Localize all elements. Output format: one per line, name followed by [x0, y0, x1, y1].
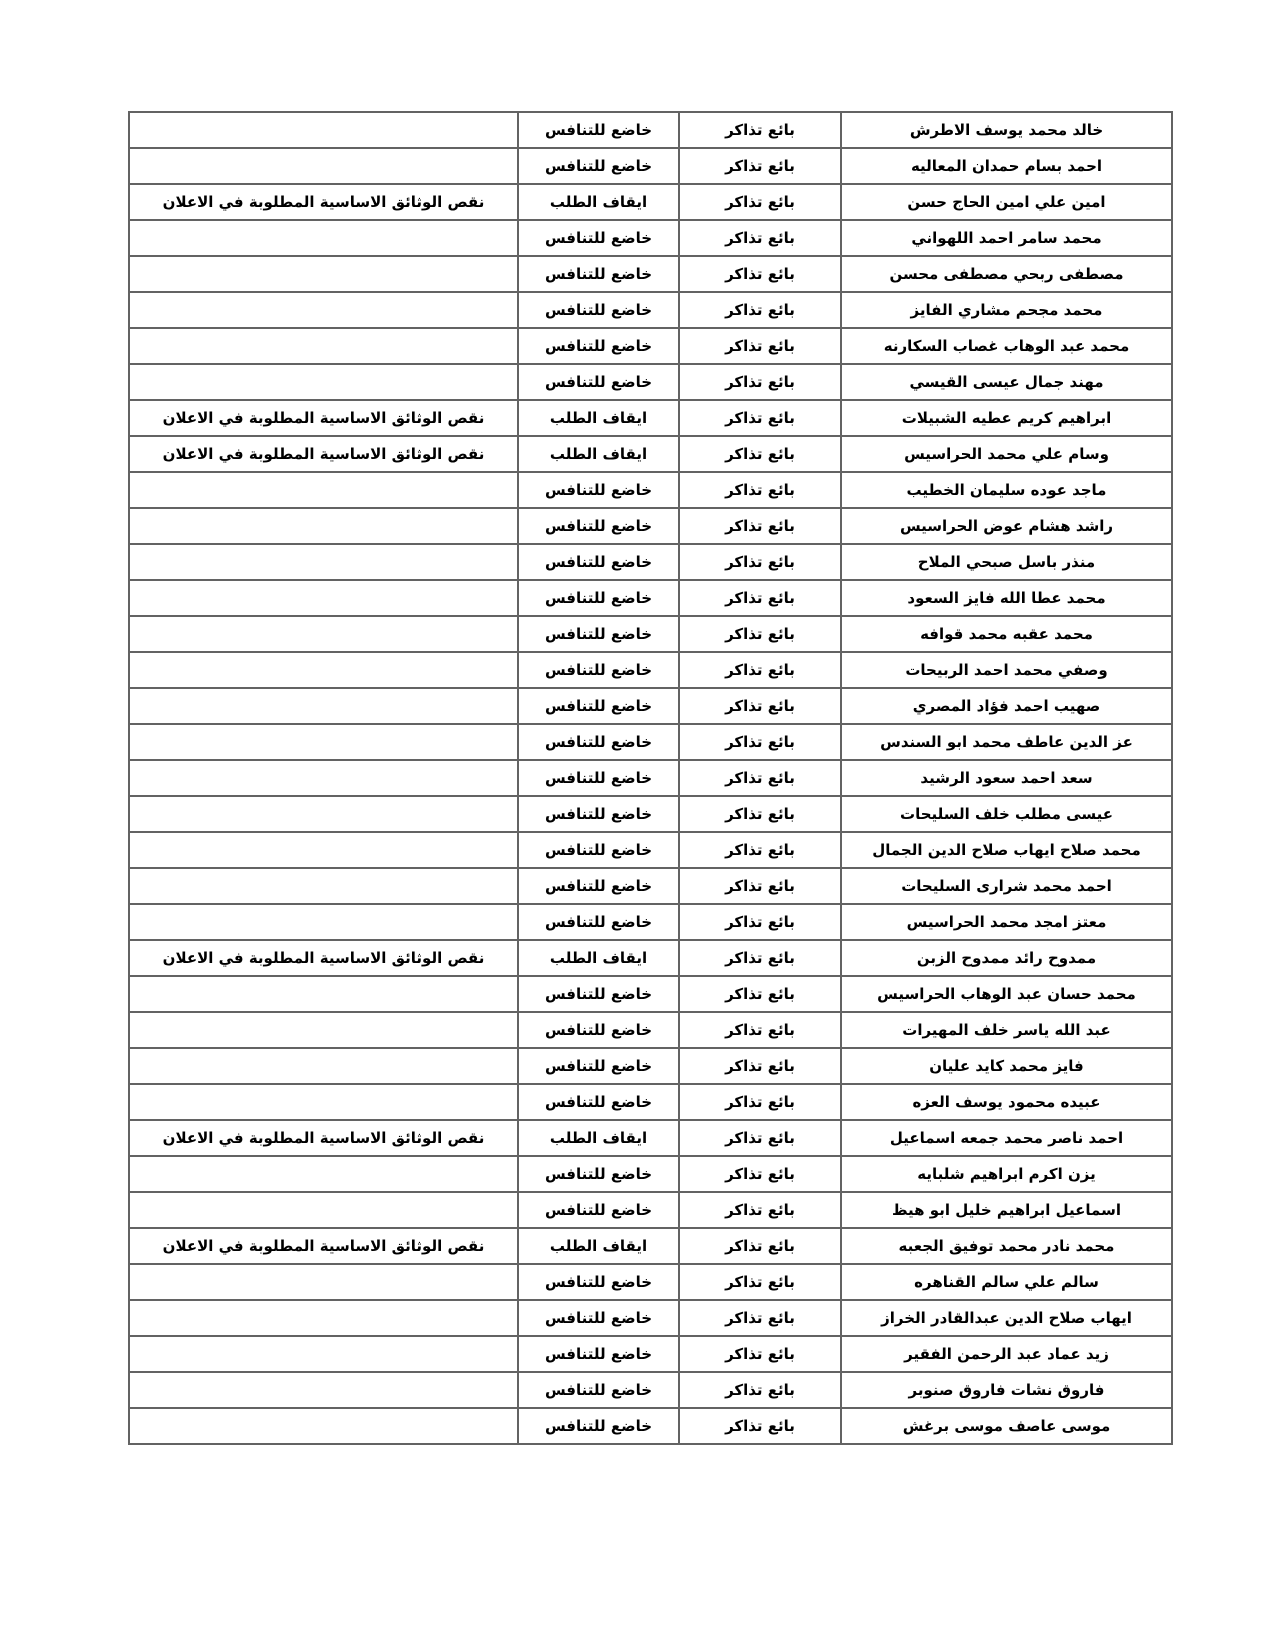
job-title-cell: بائع تذاكر: [679, 544, 841, 580]
status-cell: خاضع للتنافس: [518, 1048, 679, 1084]
status-cell: خاضع للتنافس: [518, 544, 679, 580]
job-title-cell: بائع تذاكر: [679, 1084, 841, 1120]
applicant-name-cell: صهيب احمد فؤاد المصري: [841, 688, 1172, 724]
note-cell: [129, 724, 518, 760]
status-cell: خاضع للتنافس: [518, 868, 679, 904]
note-cell: [129, 652, 518, 688]
job-title-cell: بائع تذاكر: [679, 400, 841, 436]
job-title-cell: بائع تذاكر: [679, 796, 841, 832]
note-cell: [129, 1048, 518, 1084]
status-cell: خاضع للتنافس: [518, 796, 679, 832]
note-cell: [129, 1192, 518, 1228]
job-title-cell: بائع تذاكر: [679, 760, 841, 796]
note-cell: [129, 904, 518, 940]
applicant-name-cell: يزن اكرم ابراهيم شلبايه: [841, 1156, 1172, 1192]
status-cell: خاضع للتنافس: [518, 760, 679, 796]
status-cell: خاضع للتنافس: [518, 1264, 679, 1300]
table-row: [129, 868, 1172, 904]
note-cell: [129, 616, 518, 652]
applicant-name-cell: محمد مجحم مشاري الفايز: [841, 292, 1172, 328]
job-title-cell: بائع تذاكر: [679, 976, 841, 1012]
applicant-name-cell: موسى عاصف موسى برغش: [841, 1408, 1172, 1444]
applicant-name-cell: محمد نادر محمد توفيق الجعبه: [841, 1228, 1172, 1264]
applicant-name-cell: محمد حسان عبد الوهاب الحراسيس: [841, 976, 1172, 1012]
applicant-name-cell: سعد احمد سعود الرشيد: [841, 760, 1172, 796]
note-cell: [129, 328, 518, 364]
table-row: [129, 760, 1172, 796]
note-cell: نقص الوثائق الاساسية المطلوبة في الاعلان: [129, 184, 518, 220]
table-row: [129, 1264, 1172, 1300]
table-row: [129, 1084, 1172, 1120]
note-cell: [129, 868, 518, 904]
status-cell: خاضع للتنافس: [518, 1336, 679, 1372]
note-cell: [129, 1156, 518, 1192]
applicant-name-cell: خالد محمد يوسف الاطرش: [841, 112, 1172, 148]
job-title-cell: بائع تذاكر: [679, 292, 841, 328]
job-title-cell: بائع تذاكر: [679, 1228, 841, 1264]
table-row: [129, 292, 1172, 328]
status-cell: خاضع للتنافس: [518, 1372, 679, 1408]
applicant-name-cell: سالم علي سالم القناهره: [841, 1264, 1172, 1300]
note-cell: [129, 1372, 518, 1408]
table-row: [129, 1372, 1172, 1408]
table-row: [129, 472, 1172, 508]
note-cell: نقص الوثائق الاساسية المطلوبة في الاعلان: [129, 1120, 518, 1156]
job-title-cell: بائع تذاكر: [679, 184, 841, 220]
job-title-cell: بائع تذاكر: [679, 1120, 841, 1156]
applicant-name-cell: ممدوح رائد ممدوح الزبن: [841, 940, 1172, 976]
applicant-name-cell: فاروق نشات فاروق صنوبر: [841, 1372, 1172, 1408]
table-row: [129, 1192, 1172, 1228]
note-cell: [129, 1408, 518, 1444]
note-cell: [129, 508, 518, 544]
status-cell: خاضع للتنافس: [518, 1084, 679, 1120]
table-row: [129, 1120, 1172, 1156]
table-row: [129, 688, 1172, 724]
note-cell: [129, 760, 518, 796]
status-cell: خاضع للتنافس: [518, 904, 679, 940]
status-cell: خاضع للتنافس: [518, 1192, 679, 1228]
note-cell: نقص الوثائق الاساسية المطلوبة في الاعلان: [129, 1228, 518, 1264]
status-cell: خاضع للتنافس: [518, 364, 679, 400]
status-cell: خاضع للتنافس: [518, 220, 679, 256]
applicant-name-cell: امين علي امين الحاج حسن: [841, 184, 1172, 220]
status-cell: خاضع للتنافس: [518, 1012, 679, 1048]
note-cell: [129, 796, 518, 832]
table-row: [129, 976, 1172, 1012]
applicant-name-cell: منذر باسل صبحي الملاح: [841, 544, 1172, 580]
applicant-name-cell: عبيده محمود يوسف العزه: [841, 1084, 1172, 1120]
job-title-cell: بائع تذاكر: [679, 832, 841, 868]
note-cell: [129, 1084, 518, 1120]
table-row: [129, 112, 1172, 148]
table-row: [129, 940, 1172, 976]
applicant-name-cell: مصطفى ربحي مصطفى محسن: [841, 256, 1172, 292]
note-cell: [129, 976, 518, 1012]
applicant-name-cell: عبد الله ياسر خلف المهيرات: [841, 1012, 1172, 1048]
note-cell: نقص الوثائق الاساسية المطلوبة في الاعلان: [129, 940, 518, 976]
status-cell: خاضع للتنافس: [518, 148, 679, 184]
table-row: [129, 148, 1172, 184]
note-cell: [129, 1012, 518, 1048]
table-row: [129, 724, 1172, 760]
status-cell: خاضع للتنافس: [518, 652, 679, 688]
note-cell: نقص الوثائق الاساسية المطلوبة في الاعلان: [129, 436, 518, 472]
job-title-cell: بائع تذاكر: [679, 112, 841, 148]
job-title-cell: بائع تذاكر: [679, 1048, 841, 1084]
job-title-cell: بائع تذاكر: [679, 364, 841, 400]
job-title-cell: بائع تذاكر: [679, 940, 841, 976]
job-title-cell: بائع تذاكر: [679, 1012, 841, 1048]
applicant-name-cell: عيسى مطلب خلف السليحات: [841, 796, 1172, 832]
table-row: [129, 256, 1172, 292]
status-cell: خاضع للتنافس: [518, 724, 679, 760]
status-cell: خاضع للتنافس: [518, 1408, 679, 1444]
status-cell: خاضع للتنافس: [518, 580, 679, 616]
status-cell: خاضع للتنافس: [518, 508, 679, 544]
applicant-name-cell: محمد عطا الله فايز السعود: [841, 580, 1172, 616]
table-row: [129, 616, 1172, 652]
table-row: [129, 1300, 1172, 1336]
note-cell: [129, 832, 518, 868]
job-title-cell: بائع تذاكر: [679, 328, 841, 364]
table-row: [129, 436, 1172, 472]
status-cell: خاضع للتنافس: [518, 292, 679, 328]
job-title-cell: بائع تذاكر: [679, 1408, 841, 1444]
table-row: [129, 220, 1172, 256]
job-title-cell: بائع تذاكر: [679, 256, 841, 292]
applicant-name-cell: اسماعيل ابراهيم خليل ابو هيظ: [841, 1192, 1172, 1228]
status-cell: خاضع للتنافس: [518, 1300, 679, 1336]
job-title-cell: بائع تذاكر: [679, 472, 841, 508]
table-row: [129, 652, 1172, 688]
note-cell: [129, 364, 518, 400]
status-cell: خاضع للتنافس: [518, 616, 679, 652]
table-row: [129, 832, 1172, 868]
applicant-name-cell: محمد عبد الوهاب غصاب السكارنه: [841, 328, 1172, 364]
note-cell: [129, 220, 518, 256]
applicant-name-cell: وصفي محمد احمد الربيحات: [841, 652, 1172, 688]
job-title-cell: بائع تذاكر: [679, 508, 841, 544]
job-title-cell: بائع تذاكر: [679, 220, 841, 256]
job-title-cell: بائع تذاكر: [679, 1156, 841, 1192]
job-title-cell: بائع تذاكر: [679, 1192, 841, 1228]
note-cell: [129, 688, 518, 724]
job-title-cell: بائع تذاكر: [679, 1300, 841, 1336]
note-cell: [129, 148, 518, 184]
job-title-cell: بائع تذاكر: [679, 904, 841, 940]
table-row: [129, 580, 1172, 616]
applicant-name-cell: احمد ناصر محمد جمعه اسماعيل: [841, 1120, 1172, 1156]
applicants-table: [128, 111, 1173, 1445]
table-row: [129, 544, 1172, 580]
job-title-cell: بائع تذاكر: [679, 724, 841, 760]
status-cell: خاضع للتنافس: [518, 256, 679, 292]
note-cell: [129, 112, 518, 148]
table-row: [129, 328, 1172, 364]
job-title-cell: بائع تذاكر: [679, 1336, 841, 1372]
table-row: [129, 508, 1172, 544]
applicant-name-cell: فايز محمد كايد عليان: [841, 1048, 1172, 1084]
table-row: [129, 1012, 1172, 1048]
applicant-name-cell: وسام علي محمد الحراسيس: [841, 436, 1172, 472]
table-row: [129, 364, 1172, 400]
note-cell: [129, 472, 518, 508]
table-row: [129, 1156, 1172, 1192]
status-cell: ايقاف الطلب: [518, 1120, 679, 1156]
status-cell: خاضع للتنافس: [518, 832, 679, 868]
job-title-cell: بائع تذاكر: [679, 580, 841, 616]
status-cell: خاضع للتنافس: [518, 1156, 679, 1192]
job-title-cell: بائع تذاكر: [679, 868, 841, 904]
applicant-name-cell: محمد صلاح ايهاب صلاح الدين الجمال: [841, 832, 1172, 868]
note-cell: [129, 1336, 518, 1372]
applicant-name-cell: راشد هشام عوض الحراسيس: [841, 508, 1172, 544]
applicant-name-cell: مهند جمال عيسى القيسي: [841, 364, 1172, 400]
job-title-cell: بائع تذاكر: [679, 616, 841, 652]
applicant-name-cell: عز الدين عاطف محمد ابو السندس: [841, 724, 1172, 760]
applicant-name-cell: معتز امجد محمد الحراسيس: [841, 904, 1172, 940]
applicant-name-cell: ماجد عوده سليمان الخطيب: [841, 472, 1172, 508]
table-row: [129, 904, 1172, 940]
status-cell: ايقاف الطلب: [518, 400, 679, 436]
job-title-cell: بائع تذاكر: [679, 652, 841, 688]
table-row: [129, 1228, 1172, 1264]
applicant-name-cell: احمد محمد شرارى السليحات: [841, 868, 1172, 904]
table-row: [129, 796, 1172, 832]
note-cell: [129, 1264, 518, 1300]
applicant-name-cell: محمد عقبه محمد قوافه: [841, 616, 1172, 652]
table-row: [129, 1048, 1172, 1084]
note-cell: [129, 1300, 518, 1336]
applicants-table-body: [129, 112, 1172, 1444]
note-cell: [129, 544, 518, 580]
applicant-name-cell: ابراهيم كريم عطيه الشبيلات: [841, 400, 1172, 436]
note-cell: [129, 256, 518, 292]
status-cell: خاضع للتنافس: [518, 472, 679, 508]
job-title-cell: بائع تذاكر: [679, 688, 841, 724]
job-title-cell: بائع تذاكر: [679, 436, 841, 472]
status-cell: ايقاف الطلب: [518, 940, 679, 976]
applicant-name-cell: احمد بسام حمدان المعاليه: [841, 148, 1172, 184]
table-row: [129, 1408, 1172, 1444]
status-cell: ايقاف الطلب: [518, 1228, 679, 1264]
table-row: [129, 184, 1172, 220]
applicant-name-cell: زيد عماد عبد الرحمن الفقير: [841, 1336, 1172, 1372]
applicant-name-cell: ايهاب صلاح الدين عبدالقادر الخراز: [841, 1300, 1172, 1336]
note-cell: [129, 292, 518, 328]
note-cell: [129, 580, 518, 616]
table-row: [129, 400, 1172, 436]
table-row: [129, 1336, 1172, 1372]
status-cell: خاضع للتنافس: [518, 688, 679, 724]
job-title-cell: بائع تذاكر: [679, 1372, 841, 1408]
status-cell: خاضع للتنافس: [518, 328, 679, 364]
status-cell: ايقاف الطلب: [518, 436, 679, 472]
status-cell: خاضع للتنافس: [518, 112, 679, 148]
note-cell: نقص الوثائق الاساسية المطلوبة في الاعلان: [129, 400, 518, 436]
status-cell: خاضع للتنافس: [518, 976, 679, 1012]
applicant-name-cell: محمد سامر احمد اللهواني: [841, 220, 1172, 256]
job-title-cell: بائع تذاكر: [679, 1264, 841, 1300]
job-title-cell: بائع تذاكر: [679, 148, 841, 184]
status-cell: ايقاف الطلب: [518, 184, 679, 220]
